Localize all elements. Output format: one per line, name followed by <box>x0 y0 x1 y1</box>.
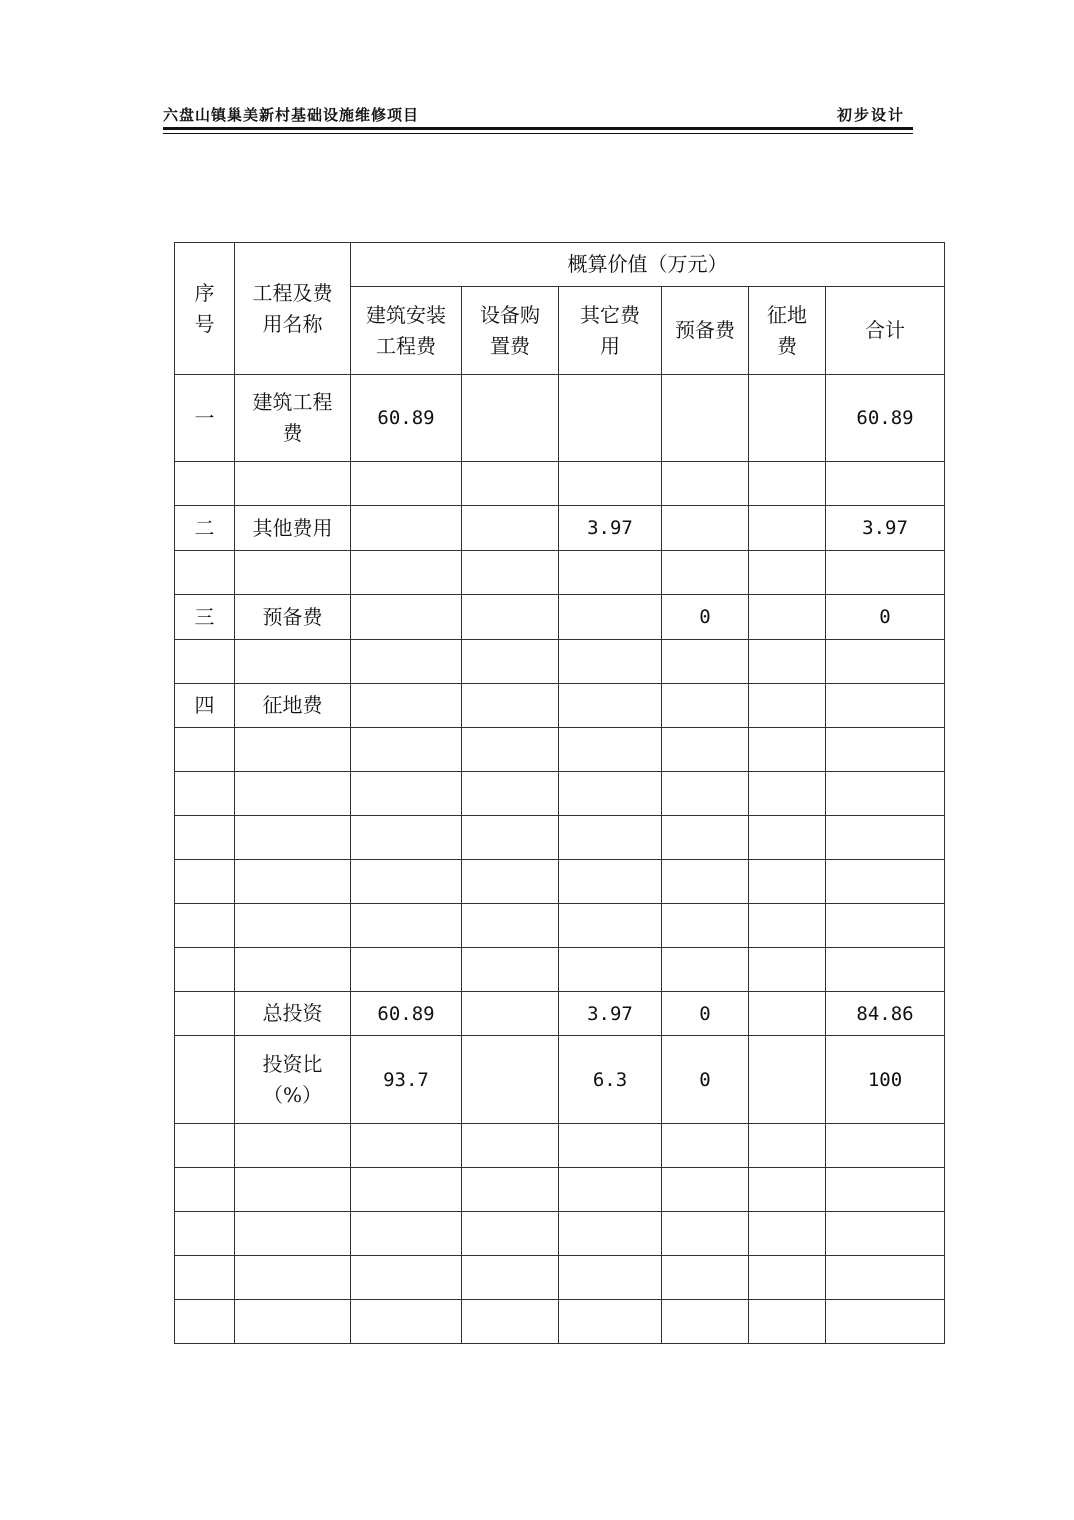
cell-other <box>559 595 662 640</box>
cell-other <box>559 1124 662 1168</box>
cell-equipment <box>462 375 559 462</box>
header-rule-thin <box>163 133 913 134</box>
cell-construction <box>351 1036 462 1124</box>
cell-other <box>559 992 662 1036</box>
cell-reserve <box>662 728 749 772</box>
cell-other <box>559 904 662 948</box>
cell-other <box>559 506 662 551</box>
cell-name <box>235 1212 351 1256</box>
cell-land <box>749 948 826 992</box>
cell-construction <box>351 1124 462 1168</box>
cell-seq <box>175 904 235 948</box>
cell-total <box>826 992 945 1036</box>
cell-seq-text: 一 <box>194 405 215 430</box>
cell-total <box>826 684 945 728</box>
cell-equipment <box>462 1124 559 1168</box>
cell-land <box>749 860 826 904</box>
cell-reserve <box>662 684 749 728</box>
cell-total-text: 0 <box>879 606 891 629</box>
cell-land <box>749 728 826 772</box>
cell-seq <box>175 506 235 551</box>
cell-total <box>826 1124 945 1168</box>
cell-reserve-text: 0 <box>699 1002 711 1025</box>
cell-name <box>235 506 351 551</box>
cell-reserve <box>662 595 749 640</box>
cell-equipment <box>462 506 559 551</box>
cell-total <box>826 375 945 462</box>
cell-equipment <box>462 728 559 772</box>
cell-other <box>559 375 662 462</box>
header-reserve: 预备费 <box>662 287 749 375</box>
cell-total <box>826 948 945 992</box>
table-row <box>175 551 945 595</box>
table-row <box>175 904 945 948</box>
cell-reserve <box>662 375 749 462</box>
cell-land <box>749 904 826 948</box>
cell-land <box>749 992 826 1036</box>
cell-construction <box>351 1212 462 1256</box>
table-row <box>175 375 945 462</box>
cell-equipment <box>462 640 559 684</box>
cell-seq <box>175 595 235 640</box>
cell-land <box>749 1168 826 1212</box>
cell-other <box>559 640 662 684</box>
cell-reserve <box>662 1300 749 1344</box>
table-body <box>175 375 945 1344</box>
header-equipment: 设备购置费 <box>462 287 559 375</box>
header-seq: 序号 <box>175 243 235 375</box>
cell-seq <box>175 948 235 992</box>
cell-land <box>749 1036 826 1124</box>
cell-seq <box>175 684 235 728</box>
cell-total <box>826 1168 945 1212</box>
budget-estimate-table <box>174 242 945 1344</box>
cell-total <box>826 904 945 948</box>
header-estimate-value: 概算价值（万元） <box>351 243 945 287</box>
cell-seq <box>175 992 235 1036</box>
cell-equipment <box>462 551 559 595</box>
page-header <box>163 104 913 126</box>
cell-other-text: 3.97 <box>587 1002 633 1025</box>
cell-total <box>826 860 945 904</box>
cell-land <box>749 684 826 728</box>
cell-construction <box>351 772 462 816</box>
cell-name <box>235 904 351 948</box>
cell-name <box>235 640 351 684</box>
cell-name <box>235 462 351 506</box>
cell-construction <box>351 904 462 948</box>
cell-seq <box>175 1300 235 1344</box>
table-row <box>175 1124 945 1168</box>
cell-total <box>826 728 945 772</box>
cell-seq <box>175 1212 235 1256</box>
table-row <box>175 772 945 816</box>
cell-other <box>559 551 662 595</box>
header-land: 征地费 <box>749 287 826 375</box>
cell-name <box>235 1168 351 1212</box>
cell-other-text: 3.97 <box>587 517 633 540</box>
cell-seq-text: 四 <box>194 693 215 717</box>
cell-name <box>235 728 351 772</box>
cell-other <box>559 684 662 728</box>
cell-land <box>749 551 826 595</box>
cell-other <box>559 816 662 860</box>
table-row <box>175 1212 945 1256</box>
table-row <box>175 992 945 1036</box>
cell-reserve <box>662 462 749 506</box>
cell-total <box>826 1300 945 1344</box>
cell-name-text: 其他费用 <box>252 515 333 540</box>
cell-construction <box>351 860 462 904</box>
cell-other <box>559 462 662 506</box>
cell-equipment <box>462 1256 559 1300</box>
project-title: 六盘山镇巢美新村基础设施维修项目 <box>163 106 420 124</box>
cell-equipment <box>462 948 559 992</box>
cell-reserve <box>662 506 749 551</box>
cell-total <box>826 1256 945 1300</box>
cell-reserve <box>662 1036 749 1124</box>
cell-name <box>235 595 351 640</box>
cell-total-text: 100 <box>867 1068 903 1091</box>
cell-reserve <box>662 816 749 860</box>
cell-seq <box>175 860 235 904</box>
cell-name <box>235 551 351 595</box>
cell-land <box>749 506 826 551</box>
cell-name-text: 总投资 <box>262 1001 323 1025</box>
header-rule-thick <box>163 127 913 130</box>
table-row <box>175 860 945 904</box>
cell-total <box>826 772 945 816</box>
cell-seq-text: 三 <box>194 604 215 629</box>
cell-name <box>235 948 351 992</box>
cell-equipment <box>462 904 559 948</box>
cell-reserve <box>662 640 749 684</box>
cell-seq <box>175 551 235 595</box>
table-row <box>175 1300 945 1344</box>
cell-land <box>749 1212 826 1256</box>
cell-land <box>749 1124 826 1168</box>
cell-construction-text: 60.89 <box>377 1002 435 1025</box>
cell-name <box>235 1256 351 1300</box>
cell-land <box>749 1300 826 1344</box>
cell-equipment <box>462 1212 559 1256</box>
cell-equipment <box>462 1300 559 1344</box>
header-row-1 <box>175 243 945 287</box>
cell-construction <box>351 640 462 684</box>
cell-equipment <box>462 1168 559 1212</box>
cell-land <box>749 595 826 640</box>
cell-reserve <box>662 1256 749 1300</box>
cell-other <box>559 728 662 772</box>
table-row <box>175 684 945 728</box>
cell-reserve <box>662 551 749 595</box>
cell-seq <box>175 728 235 772</box>
table-row <box>175 948 945 992</box>
cell-construction <box>351 816 462 860</box>
cell-other <box>559 1256 662 1300</box>
cell-name <box>235 992 351 1036</box>
cell-other <box>559 948 662 992</box>
cell-reserve <box>662 1168 749 1212</box>
header-item-name: 工程及费用名称 <box>235 243 351 375</box>
cell-equipment <box>462 1036 559 1124</box>
table-row <box>175 1256 945 1300</box>
cell-seq <box>175 1036 235 1124</box>
cell-name <box>235 1036 351 1124</box>
cell-reserve-text: 0 <box>699 1068 711 1091</box>
table-row <box>175 728 945 772</box>
cell-land <box>749 816 826 860</box>
header-other: 其它费用 <box>559 287 662 375</box>
cell-name-text: 预备费 <box>262 604 323 629</box>
cell-construction <box>351 595 462 640</box>
cell-construction <box>351 1256 462 1300</box>
cell-total <box>826 1212 945 1256</box>
cell-seq <box>175 816 235 860</box>
cell-seq <box>175 462 235 506</box>
cell-seq <box>175 1256 235 1300</box>
cell-total-text: 60.89 <box>856 407 914 430</box>
cell-construction-text: 60.89 <box>377 407 435 430</box>
header-construction: 建筑安装工程费 <box>351 287 462 375</box>
cell-construction <box>351 728 462 772</box>
cell-equipment <box>462 462 559 506</box>
cell-other <box>559 860 662 904</box>
table-row <box>175 1168 945 1212</box>
cell-equipment <box>462 595 559 640</box>
cell-construction <box>351 684 462 728</box>
cell-name <box>235 1300 351 1344</box>
cell-equipment <box>462 860 559 904</box>
cell-construction <box>351 948 462 992</box>
cell-other <box>559 1212 662 1256</box>
header-total: 合计 <box>826 287 945 375</box>
cell-land <box>749 375 826 462</box>
cell-construction <box>351 1300 462 1344</box>
cell-construction <box>351 1168 462 1212</box>
cell-total <box>826 506 945 551</box>
cell-total <box>826 462 945 506</box>
cell-name <box>235 1124 351 1168</box>
design-stage-label: 初步设计 <box>836 106 905 124</box>
cell-name-text: 投资比（%） <box>262 1051 323 1107</box>
cell-total-text: 3.97 <box>862 517 908 540</box>
cell-construction <box>351 506 462 551</box>
cell-name <box>235 772 351 816</box>
cell-total <box>826 640 945 684</box>
cell-land <box>749 1256 826 1300</box>
table-row <box>175 595 945 640</box>
cell-total-text: 84.86 <box>856 1002 914 1025</box>
cell-land <box>749 772 826 816</box>
cell-other <box>559 1168 662 1212</box>
cell-seq <box>175 772 235 816</box>
cell-land <box>749 462 826 506</box>
cell-construction <box>351 992 462 1036</box>
cell-construction-text: 93.7 <box>383 1068 429 1091</box>
cell-name <box>235 375 351 462</box>
cell-construction <box>351 462 462 506</box>
cell-name <box>235 860 351 904</box>
cell-other-text: 6.3 <box>592 1068 628 1091</box>
cell-reserve-text: 0 <box>699 606 711 629</box>
cell-reserve <box>662 992 749 1036</box>
table-row <box>175 506 945 551</box>
cell-equipment <box>462 684 559 728</box>
cell-equipment <box>462 772 559 816</box>
cell-name <box>235 684 351 728</box>
table-row <box>175 1036 945 1124</box>
cell-equipment <box>462 992 559 1036</box>
cell-reserve <box>662 1124 749 1168</box>
cell-reserve <box>662 860 749 904</box>
cell-total <box>826 595 945 640</box>
table-row <box>175 640 945 684</box>
cell-name-text: 征地费 <box>262 693 323 717</box>
cell-other <box>559 1300 662 1344</box>
cell-total <box>826 551 945 595</box>
cell-reserve <box>662 1212 749 1256</box>
cell-seq-text: 二 <box>194 515 215 540</box>
cell-name <box>235 816 351 860</box>
cell-reserve <box>662 948 749 992</box>
cell-seq <box>175 640 235 684</box>
cell-equipment <box>462 816 559 860</box>
table-row <box>175 462 945 506</box>
cell-construction <box>351 551 462 595</box>
cell-reserve <box>662 904 749 948</box>
cell-land <box>749 640 826 684</box>
cell-total <box>826 1036 945 1124</box>
cell-other <box>559 772 662 816</box>
table-row <box>175 816 945 860</box>
cell-reserve <box>662 772 749 816</box>
cell-seq <box>175 375 235 462</box>
cell-seq <box>175 1124 235 1168</box>
cell-other <box>559 1036 662 1124</box>
cell-total <box>826 816 945 860</box>
cell-construction <box>351 375 462 462</box>
cell-seq <box>175 1168 235 1212</box>
cell-name-text: 建筑工程费 <box>252 390 333 445</box>
